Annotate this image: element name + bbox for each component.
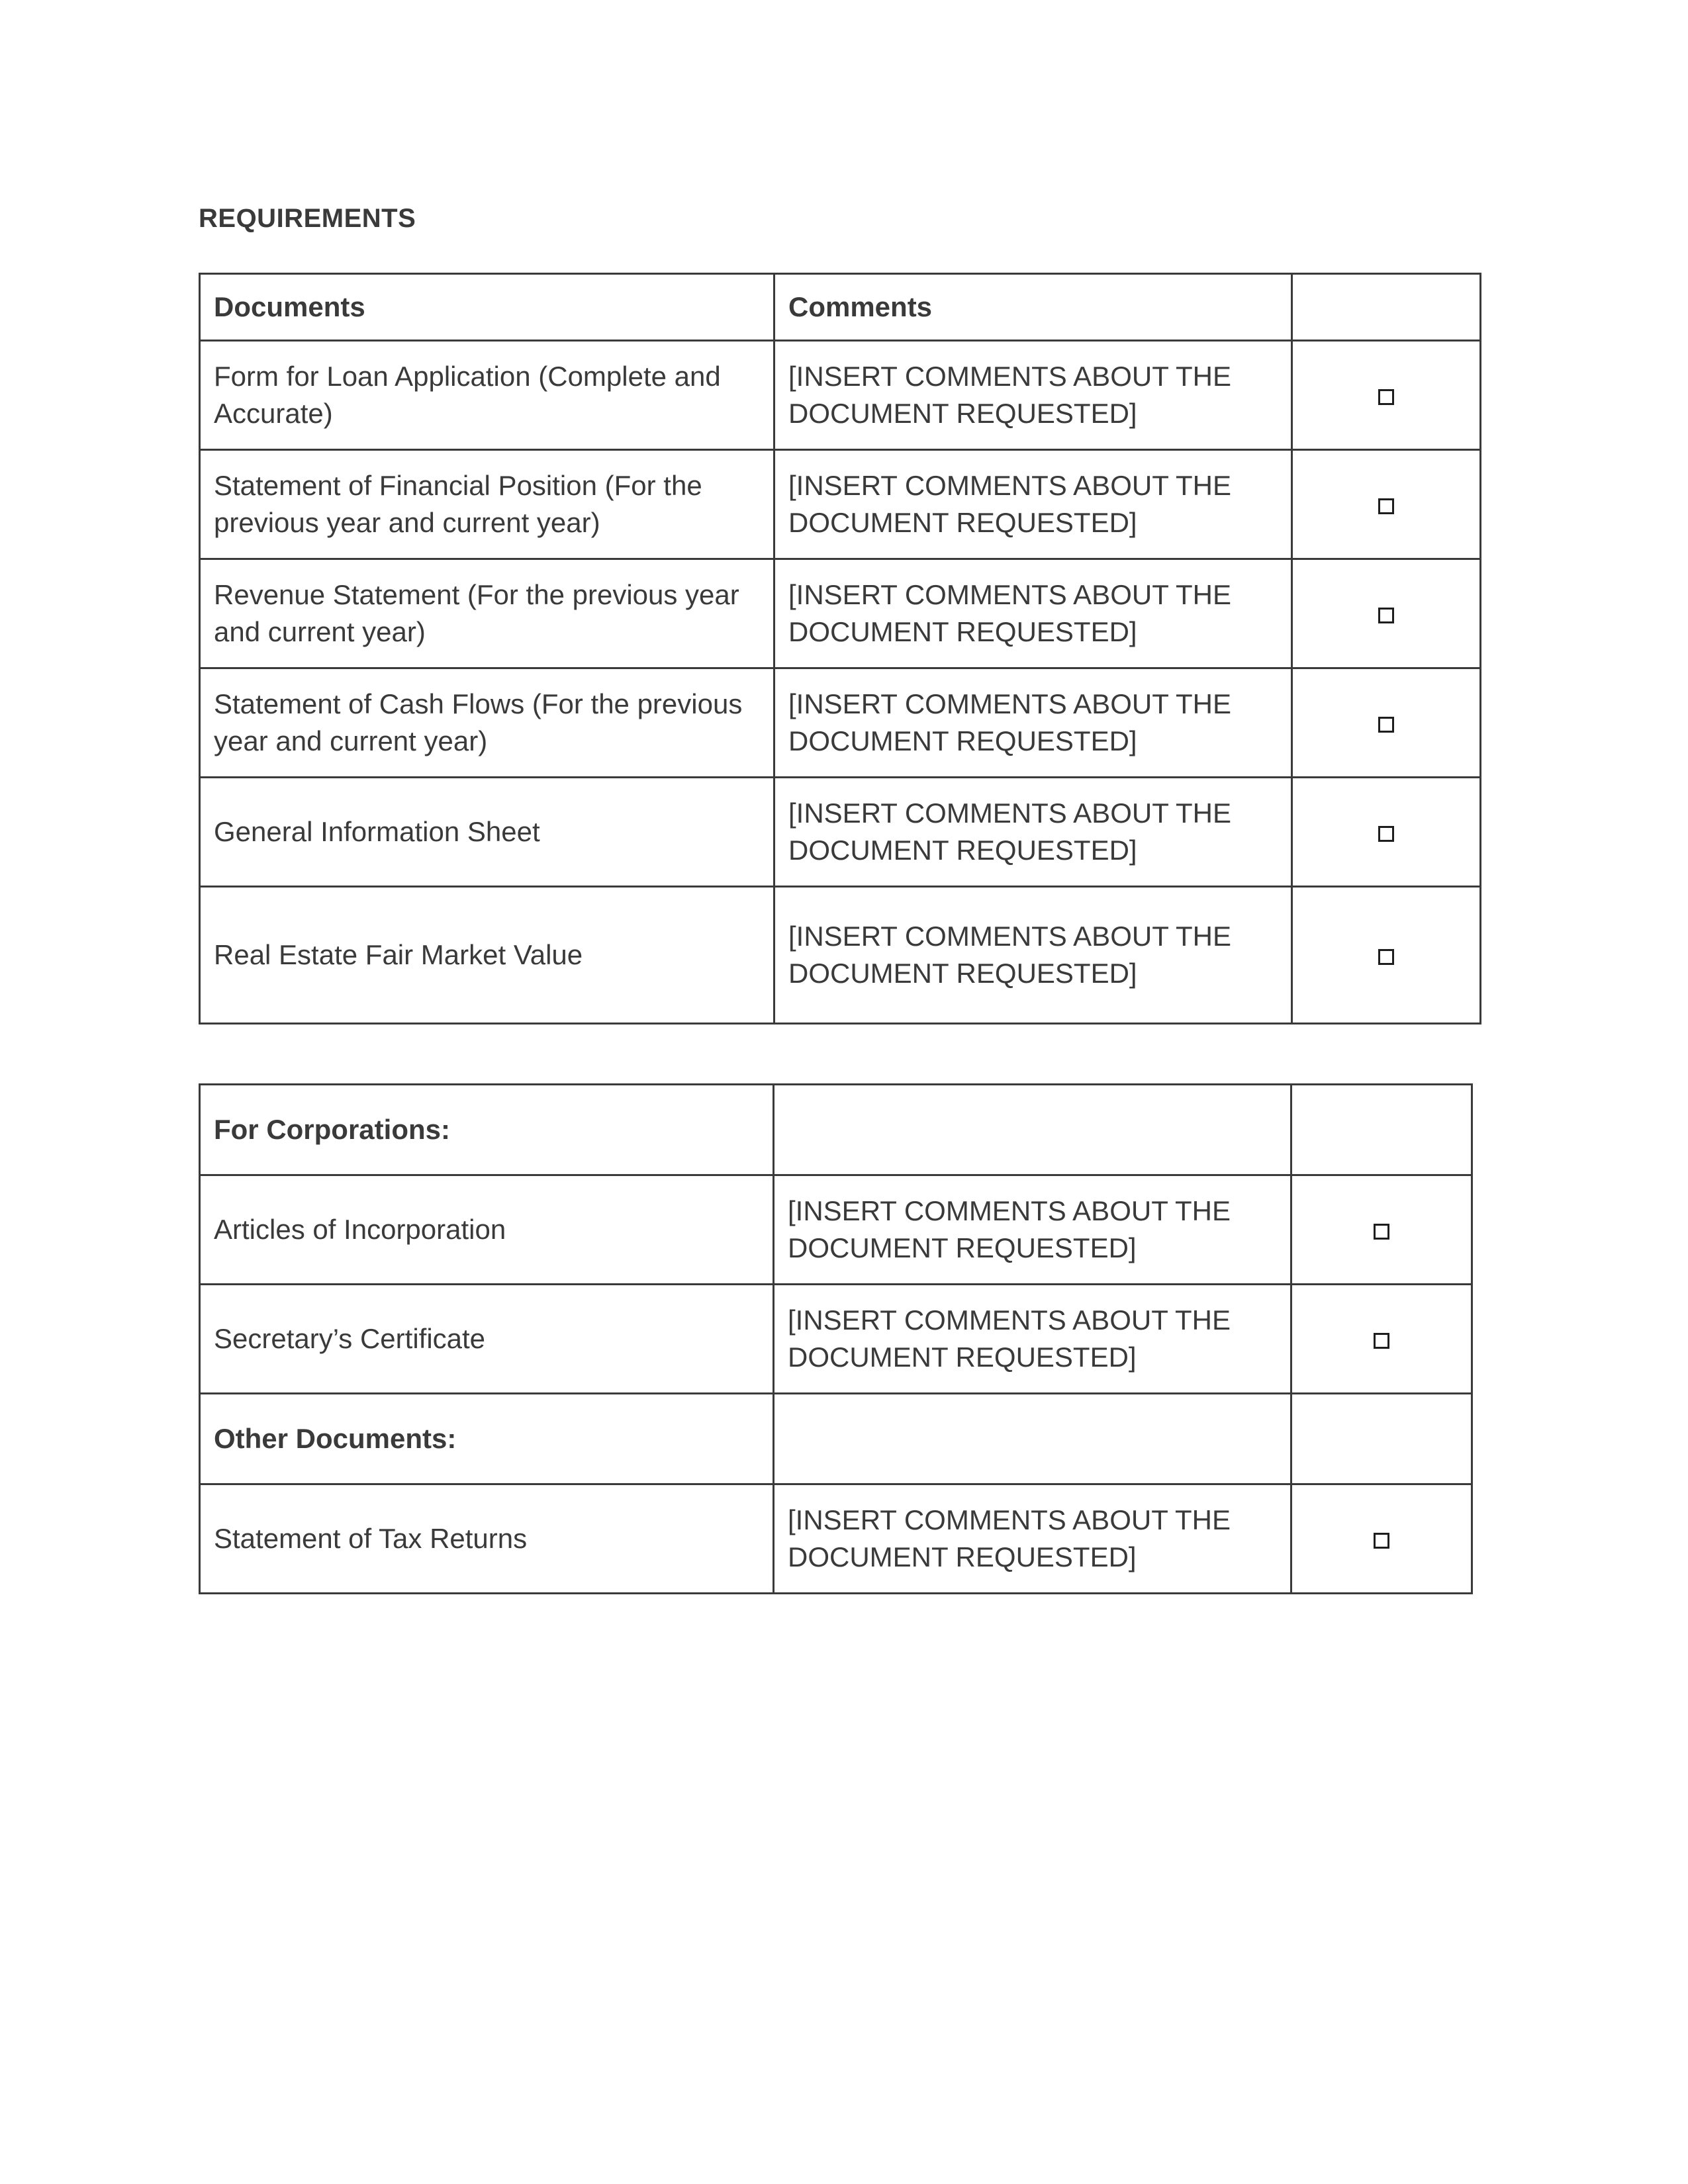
empty-cell xyxy=(774,1394,1291,1484)
table-header-row xyxy=(200,274,1481,341)
check-cell xyxy=(1291,1175,1472,1285)
document-comment: [INSERT COMMENTS ABOUT THE DOCUMENT REQUESTED] xyxy=(774,668,1292,778)
checkbox-icon[interactable] xyxy=(1378,826,1394,842)
section-title: REQUIREMENTS xyxy=(199,204,416,233)
checkbox-icon[interactable] xyxy=(1374,1333,1389,1349)
check-cell xyxy=(1292,450,1481,559)
requirements-table xyxy=(199,273,1481,1024)
checkbox-icon[interactable] xyxy=(1374,1533,1389,1549)
header-check xyxy=(1292,274,1481,341)
checkbox-icon[interactable] xyxy=(1374,1224,1389,1240)
document-name: Statement of Cash Flows (For the previous year and current year) xyxy=(200,668,774,778)
document-name: General Information Sheet xyxy=(200,778,774,887)
document-name: Form for Loan Application (Complete and Accurate) xyxy=(200,341,774,450)
check-cell xyxy=(1292,668,1481,778)
document-name: Statement of Financial Position (For the previous year and current year) xyxy=(200,450,774,559)
table-row xyxy=(200,559,1481,668)
document-comment: [INSERT COMMENTS ABOUT THE DOCUMENT REQUESTED] xyxy=(774,559,1292,668)
other-documents-heading: Other Documents: xyxy=(200,1394,774,1484)
empty-cell xyxy=(1291,1085,1472,1175)
table-row xyxy=(200,887,1481,1024)
checkbox-icon[interactable] xyxy=(1378,717,1394,733)
header-comments: Comments xyxy=(774,274,1292,341)
corporations-heading: For Corporations: xyxy=(200,1085,774,1175)
document-name: Secretary’s Certificate xyxy=(200,1285,774,1394)
header-documents: Documents xyxy=(200,274,774,341)
empty-cell xyxy=(774,1085,1291,1175)
check-cell xyxy=(1292,559,1481,668)
section-row-corporations xyxy=(200,1085,1472,1175)
document-comment: [INSERT COMMENTS ABOUT THE DOCUMENT REQUESTED] xyxy=(774,450,1292,559)
checkbox-icon[interactable] xyxy=(1378,389,1394,405)
document-name: Statement of Tax Returns xyxy=(200,1484,774,1594)
table-row xyxy=(200,1285,1472,1394)
document-comment: [INSERT COMMENTS ABOUT THE DOCUMENT REQUESTED] xyxy=(774,1484,1291,1594)
additional-requirements-table xyxy=(199,1083,1473,1594)
checkbox-icon[interactable] xyxy=(1378,949,1394,965)
table-row xyxy=(200,668,1481,778)
checkbox-icon[interactable] xyxy=(1378,608,1394,623)
table-row xyxy=(200,1175,1472,1285)
check-cell xyxy=(1291,1484,1472,1594)
section-row-other xyxy=(200,1394,1472,1484)
document-comment: [INSERT COMMENTS ABOUT THE DOCUMENT REQUESTED] xyxy=(774,1175,1291,1285)
document-comment: [INSERT COMMENTS ABOUT THE DOCUMENT REQUESTED] xyxy=(774,1285,1291,1394)
table-row xyxy=(200,1484,1472,1594)
checkbox-icon[interactable] xyxy=(1378,498,1394,514)
table-row xyxy=(200,778,1481,887)
document-comment: [INSERT COMMENTS ABOUT THE DOCUMENT REQUESTED] xyxy=(774,341,1292,450)
table-row xyxy=(200,450,1481,559)
check-cell xyxy=(1292,341,1481,450)
document-comment: [INSERT COMMENTS ABOUT THE DOCUMENT REQUESTED] xyxy=(774,887,1292,1024)
check-cell xyxy=(1292,778,1481,887)
document-comment: [INSERT COMMENTS ABOUT THE DOCUMENT REQUESTED] xyxy=(774,778,1292,887)
document-name: Revenue Statement (For the previous year and current year) xyxy=(200,559,774,668)
document-name: Real Estate Fair Market Value xyxy=(200,887,774,1024)
check-cell xyxy=(1291,1285,1472,1394)
table-row xyxy=(200,341,1481,450)
document-name: Articles of Incorporation xyxy=(200,1175,774,1285)
empty-cell xyxy=(1291,1394,1472,1484)
check-cell xyxy=(1292,887,1481,1024)
